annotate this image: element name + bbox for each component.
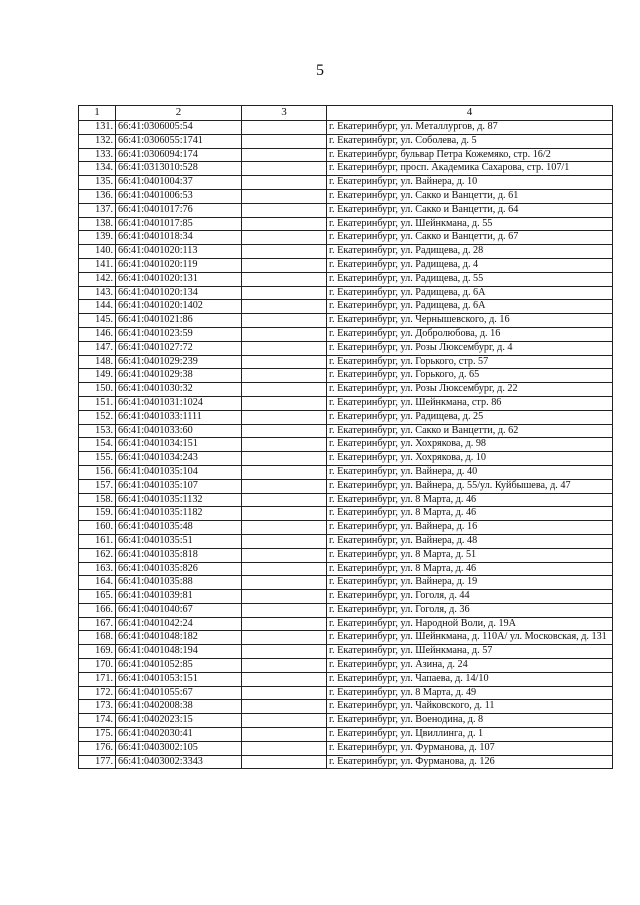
address: г. Екатеринбург, ул. Вайнера, д. 40 [327, 465, 613, 479]
cadastral-number: 66:41:0401021:86 [116, 314, 242, 328]
address: г. Екатеринбург, ул. Шейнкмана, д. 55 [327, 217, 613, 231]
table-row [79, 300, 613, 314]
column-3-cell [242, 548, 327, 562]
column-3-cell [242, 369, 327, 383]
row-number: 169. [79, 645, 116, 659]
cadastral-number: 66:41:0401023:59 [116, 327, 242, 341]
address: г. Екатеринбург, ул. Хохрякова, д. 10 [327, 452, 613, 466]
address: г. Екатеринбург, ул. Вайнера, д. 10 [327, 176, 613, 190]
row-number: 135. [79, 176, 116, 190]
cadastral-number: 66:41:0401029:38 [116, 369, 242, 383]
row-number: 147. [79, 341, 116, 355]
column-3-cell [242, 383, 327, 397]
address: г. Екатеринбург, ул. Радищева, д. 6А [327, 286, 613, 300]
row-number: 141. [79, 258, 116, 272]
address: г. Екатеринбург, ул. 8 Марта, д. 46 [327, 562, 613, 576]
column-3-cell [242, 272, 327, 286]
table-row [79, 134, 613, 148]
address: г. Екатеринбург, ул. Гоголя, д. 44 [327, 590, 613, 604]
row-number: 156. [79, 465, 116, 479]
column-3-cell [242, 590, 327, 604]
address: г. Екатеринбург, ул. Чапаева, д. 14/10 [327, 672, 613, 686]
table-row [79, 148, 613, 162]
row-number: 163. [79, 562, 116, 576]
address: г. Екатеринбург, ул. 8 Марта, д. 46 [327, 493, 613, 507]
column-3-cell [242, 121, 327, 135]
page-number: 5 [316, 62, 324, 79]
address: г. Екатеринбург, ул. Радищева, д. 25 [327, 410, 613, 424]
cadastral-number: 66:41:0401018:34 [116, 231, 242, 245]
table-row [79, 410, 613, 424]
address: г. Екатеринбург, ул. Соболева, д. 5 [327, 134, 613, 148]
table-row [79, 659, 613, 673]
table-row [79, 631, 613, 645]
column-3-cell [242, 203, 327, 217]
cadastral-number: 66:41:0401055:67 [116, 686, 242, 700]
address: г. Екатеринбург, ул. Шейнкмана, стр. 86 [327, 396, 613, 410]
row-number: 136. [79, 189, 116, 203]
row-number: 139. [79, 231, 116, 245]
address: г. Екатеринбург, ул. Вайнера, д. 55/ул. Куйбышева, д. 47 [327, 479, 613, 493]
row-number: 176. [79, 741, 116, 755]
table-row [79, 741, 613, 755]
column-3-cell [242, 479, 327, 493]
column-header-3: 3 [242, 106, 327, 121]
address: г. Екатеринбург, ул. Радищева, д. 4 [327, 258, 613, 272]
address: г. Екатеринбург, ул. Народной Воли, д. 19А [327, 617, 613, 631]
cadastral-number: 66:41:0401020:113 [116, 245, 242, 259]
cadastral-number: 66:41:0401048:194 [116, 645, 242, 659]
cadastral-number: 66:41:0401033:60 [116, 424, 242, 438]
cadastral-number: 66:41:0401035:818 [116, 548, 242, 562]
row-number: 159. [79, 507, 116, 521]
column-3-cell [242, 396, 327, 410]
column-3-cell [242, 245, 327, 259]
table-row [79, 645, 613, 659]
row-number: 175. [79, 728, 116, 742]
row-number: 132. [79, 134, 116, 148]
table-row [79, 396, 613, 410]
address: г. Екатеринбург, ул. Азина, д. 24 [327, 659, 613, 673]
address: г. Екатеринбург, ул. Сакко и Ванцетти, д. 62 [327, 424, 613, 438]
table-row [79, 686, 613, 700]
table-row [79, 700, 613, 714]
table-row [79, 341, 613, 355]
column-3-cell [242, 521, 327, 535]
row-number: 151. [79, 396, 116, 410]
cadastral-number: 66:41:0403002:3343 [116, 755, 242, 769]
table-row [79, 521, 613, 535]
column-3-cell [242, 714, 327, 728]
column-3-cell [242, 576, 327, 590]
row-number: 154. [79, 438, 116, 452]
cadastral-number: 66:41:0401042:24 [116, 617, 242, 631]
cadastral-number: 66:41:0313010:528 [116, 162, 242, 176]
row-number: 162. [79, 548, 116, 562]
row-number: 177. [79, 755, 116, 769]
address: г. Екатеринбург, ул. Розы Люксембург, д. 4 [327, 341, 613, 355]
address: г. Екатеринбург, ул. Чернышевского, д. 16 [327, 314, 613, 328]
table-row [79, 162, 613, 176]
row-number: 137. [79, 203, 116, 217]
cadastral-number: 66:41:0402030:41 [116, 728, 242, 742]
table-row [79, 562, 613, 576]
cadastral-number: 66:41:0401035:88 [116, 576, 242, 590]
cadastral-number: 66:41:0401034:243 [116, 452, 242, 466]
row-number: 150. [79, 383, 116, 397]
row-number: 153. [79, 424, 116, 438]
table-row [79, 507, 613, 521]
table-row [79, 327, 613, 341]
table-row [79, 493, 613, 507]
column-3-cell [242, 148, 327, 162]
table-row [79, 286, 613, 300]
cadastral-number: 66:41:0401017:76 [116, 203, 242, 217]
cadastral-number: 66:41:0401035:104 [116, 465, 242, 479]
column-3-cell [242, 465, 327, 479]
address: г. Екатеринбург, ул. Радищева, д. 55 [327, 272, 613, 286]
row-number: 140. [79, 245, 116, 259]
address: г. Екатеринбург, ул. Вайнера, д. 48 [327, 534, 613, 548]
table-row [79, 617, 613, 631]
cadastral-number: 66:41:0401035:1132 [116, 493, 242, 507]
address: г. Екатеринбург, ул. Сакко и Ванцетти, д. 64 [327, 203, 613, 217]
row-number: 131. [79, 121, 116, 135]
address: г. Екатеринбург, ул. Горького, стр. 57 [327, 355, 613, 369]
table-row [79, 548, 613, 562]
cadastral-number: 66:41:0401029:239 [116, 355, 242, 369]
row-number: 172. [79, 686, 116, 700]
address: г. Екатеринбург, ул. Военодина, д. 8 [327, 714, 613, 728]
column-3-cell [242, 672, 327, 686]
column-header-1: 1 [79, 106, 116, 121]
cadastral-number: 66:41:0402008:38 [116, 700, 242, 714]
cadastral-number: 66:41:0403002:105 [116, 741, 242, 755]
address: г. Екатеринбург, ул. Сакко и Ванцетти, д. 61 [327, 189, 613, 203]
table-row [79, 465, 613, 479]
cadastral-number: 66:41:0401035:1182 [116, 507, 242, 521]
table-row [79, 603, 613, 617]
column-3-cell [242, 562, 327, 576]
table-row [79, 714, 613, 728]
row-number: 149. [79, 369, 116, 383]
table-row [79, 176, 613, 190]
table-row [79, 189, 613, 203]
table-row [79, 355, 613, 369]
cadastral-number: 66:41:0401006:53 [116, 189, 242, 203]
row-number: 165. [79, 590, 116, 604]
address: г. Екатеринбург, ул. Хохрякова, д. 98 [327, 438, 613, 452]
cadastral-number: 66:41:0402023:15 [116, 714, 242, 728]
address: г. Екатеринбург, ул. Фурманова, д. 107 [327, 741, 613, 755]
column-3-cell [242, 452, 327, 466]
row-number: 173. [79, 700, 116, 714]
address: г. Екатеринбург, ул. Радищева, д. 28 [327, 245, 613, 259]
address: г. Екатеринбург, ул. Гоголя, д. 36 [327, 603, 613, 617]
cadastral-number: 66:41:0401053:151 [116, 672, 242, 686]
column-3-cell [242, 176, 327, 190]
row-number: 146. [79, 327, 116, 341]
cadastral-number: 66:41:0401017:85 [116, 217, 242, 231]
cadastral-number: 66:41:0306005:54 [116, 121, 242, 135]
row-number: 168. [79, 631, 116, 645]
address: г. Екатеринбург, ул. Добролюбова, д. 16 [327, 327, 613, 341]
column-3-cell [242, 162, 327, 176]
column-3-cell [242, 134, 327, 148]
table-row [79, 383, 613, 397]
table-row [79, 231, 613, 245]
row-number: 157. [79, 479, 116, 493]
column-3-cell [242, 424, 327, 438]
column-3-cell [242, 314, 327, 328]
address: г. Екатеринбург, ул. Розы Люксембург, д. 22 [327, 383, 613, 397]
column-3-cell [242, 700, 327, 714]
column-3-cell [242, 327, 327, 341]
cadastral-number: 66:41:0401040:67 [116, 603, 242, 617]
property-table [78, 105, 613, 769]
row-number: 171. [79, 672, 116, 686]
column-3-cell [242, 189, 327, 203]
address: г. Екатеринбург, ул. 8 Марта, д. 49 [327, 686, 613, 700]
address: г. Екатеринбург, ул. 8 Марта, д. 51 [327, 548, 613, 562]
column-3-cell [242, 659, 327, 673]
address: г. Екатеринбург, ул. Сакко и Ванцетти, д. 67 [327, 231, 613, 245]
cadastral-number: 66:41:0401039:81 [116, 590, 242, 604]
column-3-cell [242, 755, 327, 769]
cadastral-number: 66:41:0401035:826 [116, 562, 242, 576]
table-row [79, 728, 613, 742]
row-number: 160. [79, 521, 116, 535]
address: г. Екатеринбург, бульвар Петра Кожемяко, стр. 16/2 [327, 148, 613, 162]
cadastral-number: 66:41:0401052:85 [116, 659, 242, 673]
address: г. Екатеринбург, ул. Радищева, д. 6А [327, 300, 613, 314]
column-3-cell [242, 438, 327, 452]
column-header-4: 4 [327, 106, 613, 121]
column-3-cell [242, 355, 327, 369]
row-number: 161. [79, 534, 116, 548]
cadastral-number: 66:41:0401030:32 [116, 383, 242, 397]
cadastral-number: 66:41:0401035:48 [116, 521, 242, 535]
address: г. Екатеринбург, ул. Шейнкмана, д. 57 [327, 645, 613, 659]
table-body [79, 121, 613, 769]
row-number: 143. [79, 286, 116, 300]
row-number: 164. [79, 576, 116, 590]
row-number: 170. [79, 659, 116, 673]
cadastral-number: 66:41:0401031:1024 [116, 396, 242, 410]
column-3-cell [242, 741, 327, 755]
table-row [79, 576, 613, 590]
column-3-cell [242, 341, 327, 355]
cadastral-number: 66:41:0401035:51 [116, 534, 242, 548]
address: г. Екатеринбург, ул. Вайнера, д. 16 [327, 521, 613, 535]
table-row [79, 258, 613, 272]
row-number: 166. [79, 603, 116, 617]
row-number: 152. [79, 410, 116, 424]
cadastral-number: 66:41:0401034:151 [116, 438, 242, 452]
address: г. Екатеринбург, ул. Вайнера, д. 19 [327, 576, 613, 590]
table-row [79, 672, 613, 686]
column-3-cell [242, 645, 327, 659]
row-number: 167. [79, 617, 116, 631]
address: г. Екатеринбург, ул. Горького, д. 65 [327, 369, 613, 383]
row-number: 142. [79, 272, 116, 286]
cadastral-number: 66:41:0401027:72 [116, 341, 242, 355]
cadastral-number: 66:41:0401004:37 [116, 176, 242, 190]
row-number: 174. [79, 714, 116, 728]
column-3-cell [242, 686, 327, 700]
address: г. Екатеринбург, ул. Металлургов, д. 87 [327, 121, 613, 135]
column-3-cell [242, 231, 327, 245]
table-row [79, 245, 613, 259]
column-3-cell [242, 617, 327, 631]
cadastral-number: 66:41:0401035:107 [116, 479, 242, 493]
column-3-cell [242, 631, 327, 645]
cadastral-number: 66:41:0401048:182 [116, 631, 242, 645]
row-number: 158. [79, 493, 116, 507]
column-3-cell [242, 286, 327, 300]
row-number: 134. [79, 162, 116, 176]
column-3-cell [242, 728, 327, 742]
table-row [79, 217, 613, 231]
address: г. Екатеринбург, ул. Шейнкмана, д. 110А/ ул. Московская, д. 131 [327, 631, 613, 645]
row-number: 145. [79, 314, 116, 328]
column-3-cell [242, 534, 327, 548]
table-row [79, 424, 613, 438]
cadastral-number: 66:41:0401020:1402 [116, 300, 242, 314]
column-3-cell [242, 493, 327, 507]
column-3-cell [242, 300, 327, 314]
row-number: 133. [79, 148, 116, 162]
cadastral-number: 66:41:0401020:131 [116, 272, 242, 286]
column-3-cell [242, 258, 327, 272]
row-number: 138. [79, 217, 116, 231]
table-row [79, 590, 613, 604]
table-row [79, 203, 613, 217]
column-3-cell [242, 507, 327, 521]
table-row [79, 272, 613, 286]
table-row [79, 314, 613, 328]
address: г. Екатеринбург, ул. Чайковского, д. 11 [327, 700, 613, 714]
column-3-cell [242, 603, 327, 617]
column-header-2: 2 [116, 106, 242, 121]
cadastral-number: 66:41:0306094:174 [116, 148, 242, 162]
address: г. Екатеринбург, ул. Фурманова, д. 126 [327, 755, 613, 769]
address: г. Екатеринбург, просп. Академика Сахарова, стр. 107/1 [327, 162, 613, 176]
address: г. Екатеринбург, ул. Цвиллинга, д. 1 [327, 728, 613, 742]
cadastral-number: 66:41:0401033:1111 [116, 410, 242, 424]
column-3-cell [242, 217, 327, 231]
row-number: 155. [79, 452, 116, 466]
table-row [79, 438, 613, 452]
table-row [79, 121, 613, 135]
address: г. Екатеринбург, ул. 8 Марта, д. 46 [327, 507, 613, 521]
cadastral-number: 66:41:0401020:119 [116, 258, 242, 272]
table-row [79, 452, 613, 466]
column-3-cell [242, 410, 327, 424]
cadastral-number: 66:41:0401020:134 [116, 286, 242, 300]
table-header-row [79, 106, 613, 121]
cadastral-number: 66:41:0306055:1741 [116, 134, 242, 148]
row-number: 148. [79, 355, 116, 369]
table-row [79, 534, 613, 548]
table-row [79, 369, 613, 383]
row-number: 144. [79, 300, 116, 314]
table-row [79, 755, 613, 769]
table-row [79, 479, 613, 493]
